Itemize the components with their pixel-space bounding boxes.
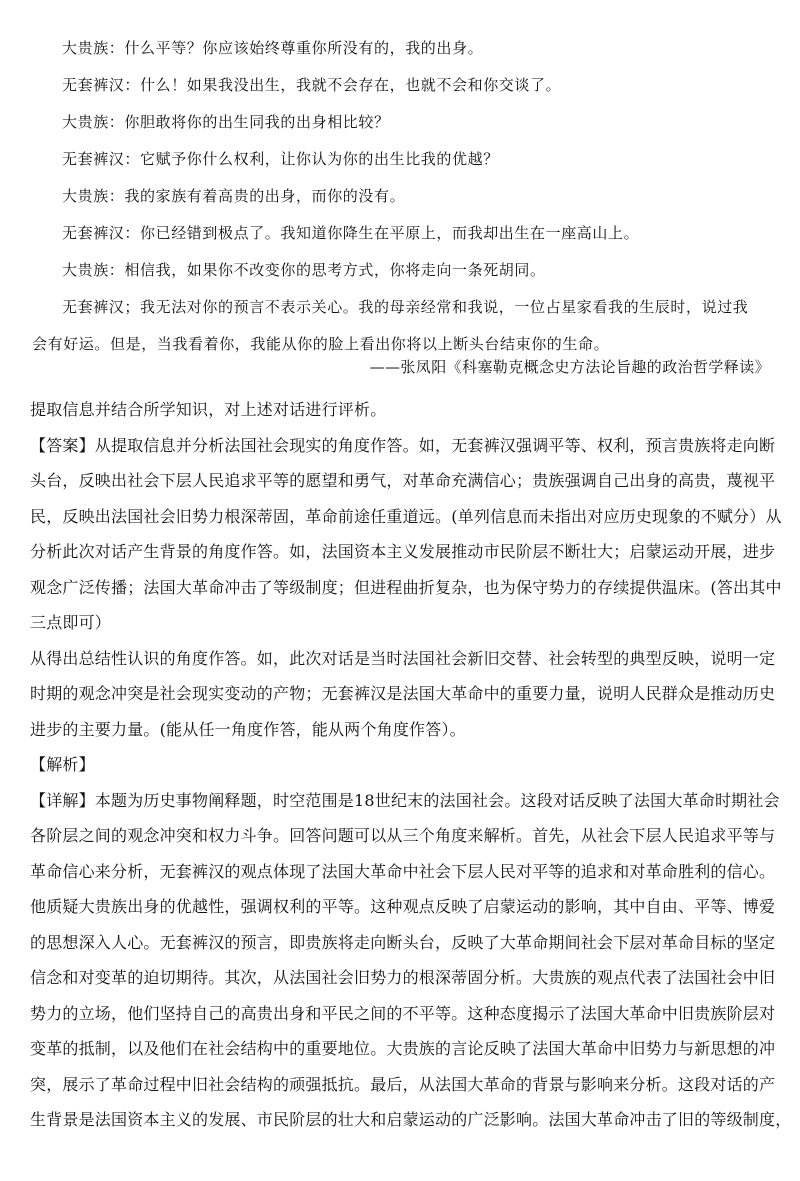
dialogue-text: 会有好运。但是，当我看着你，我能从你的脸上看出你将以上断头台结束你的生命。 xyxy=(32,335,610,353)
source-citation: ——张凤阳《科塞勒克概念史方法论旨趣的政治哲学释读》 xyxy=(369,358,770,376)
detail-line: 各阶层之间的观念冲突和权力斗争。回答问题可以从三个角度来解析。首先，从社会下层人民追求平等与 xyxy=(30,826,776,845)
detail-line: 信念和对变革的迫切期待。其次，从法国社会旧势力的根深蒂固分析。大贵族的观点代表了法国社会中旧 xyxy=(30,968,776,987)
detail-line: 他质疑大贵族出身的优越性，强调权利的平等。这种观点反映了启蒙运动的影响，其中自由、平等、博爱 xyxy=(30,897,776,916)
answer-line: 【答案】从提取信息并分析法国社会现实的角度作答。如，无套裤汉强调平等、权利，预言贵族将走向断 xyxy=(30,435,776,455)
dialogue-text: 无套裤汉：什么！如果我没出生，我就不会存在，也就不会和你交谈了。 xyxy=(62,76,562,94)
dialogue-text: 大贵族：我的家族有着高贵的出身，而你的没有。 xyxy=(62,187,406,205)
answer-line: 从得出总结性认识的角度作答。如，此次对话是当时法国社会新旧交替、社会转型的典型反映，说明一定 xyxy=(30,648,776,668)
detail-line: 革命信心来分析，无套裤汉的观点体现了法国大革命中社会下层人民对平等的追求和对革命胜利的信心。 xyxy=(30,861,776,881)
dialogue-line xyxy=(0,141,800,178)
dialogue-text: 无套裤汉：你已经错到极点了。我知道你降生在平原上，而我却出生在一座高山上。 xyxy=(62,224,640,242)
dialogue-line xyxy=(0,289,800,326)
answer-line: 时期的观念冲突是社会现实变动的产物；无套裤汉是法国大革命中的重要力量，说明人民群众是推动历史 xyxy=(30,684,776,703)
dialogue-line xyxy=(0,252,800,289)
dialogue-text: 无套裤汉；我无法对你的预言不表示关心。我的母亲经常和我说，一位占星家看我的生辰时，说过我 xyxy=(62,298,749,316)
answer-line: 三点即可） xyxy=(30,613,112,632)
dialogue-text: 大贵族：相信我，如果你不改变你的思考方式，你将走向一条死胡同。 xyxy=(62,261,546,279)
dialogue-text: 无套裤汉：它赋予你什么权利，让你认为你的出生比我的优越？ xyxy=(62,150,499,168)
answer-section xyxy=(30,392,792,1138)
detail-line: 变革的抵制，以及他们在社会结构中的重要地位。大贵族的言论反映了法国大革命中旧势力与新思想的冲 xyxy=(30,1039,776,1058)
answer-line: 民，反映出法国社会旧势力根深蒂固，革命前途任重道远。(单列信息而未指出对应历史现象的不赋分）从 xyxy=(30,506,782,526)
dialogue-quote xyxy=(0,30,800,363)
answer-line: 观念广泛传播；法国大革命冲击了等级制度；但进程曲折复杂，也为保守势力的存续提供温床。(答出其中 xyxy=(30,577,782,597)
detail-line: 的思想深入人心。无套裤汉的预言，即贵族将走向断头台，反映了大革命期间社会下层对革命目标的坚定 xyxy=(30,932,776,952)
detail-line: 【详解】本题为历史事物阐释题，时空范围是18世纪末的法国社会。这段对话反映了法国大革命时期社会 xyxy=(30,790,780,810)
detail-line: 势力的立场，他们坚持自己的高贵出身和平民之间的不平等。这种态度揭示了法国大革命中旧贵族阶层对 xyxy=(30,1003,776,1023)
dialogue-text: 大贵族：你胆敢将你的出生同我的出身相比较？ xyxy=(62,113,390,131)
answer-line: 分析此次对话产生背景的角度作答。如，法国资本主义发展推动市民阶层不断壮大；启蒙运动开展，进步 xyxy=(30,542,776,561)
dialogue-line xyxy=(0,215,800,252)
answer-line: 进步的主要力量。(能从任一角度作答，能从两个角度作答）。 xyxy=(30,719,466,739)
dialogue-line xyxy=(0,104,800,141)
detail-line: 突，展示了革命过程中旧社会结构的顽强抵抗。最后，从法国大革命的背景与影响来分析。这段对话的产 xyxy=(30,1074,776,1094)
dialogue-line xyxy=(0,178,800,215)
dialogue-line xyxy=(0,67,800,104)
detail-line: 生背景是法国资本主义的发展、市民阶层的壮大和启蒙运动的广泛影响。法国大革命冲击了旧的等级制度， xyxy=(30,1110,792,1129)
analysis-label: 【解析】 xyxy=(30,755,95,774)
answer-line: 头台，反映出社会下层人民追求平等的愿望和勇气，对革命充满信心；贵族强调自己出身的高贵，蔑视平 xyxy=(30,471,776,490)
dialogue-line xyxy=(0,30,800,67)
dialogue-text: 大贵族：什么平等？你应该始终尊重你所没有的，我的出身。 xyxy=(62,39,484,57)
question-text: 提取信息并结合所学知识，对上述对话进行评析。 xyxy=(30,400,387,419)
